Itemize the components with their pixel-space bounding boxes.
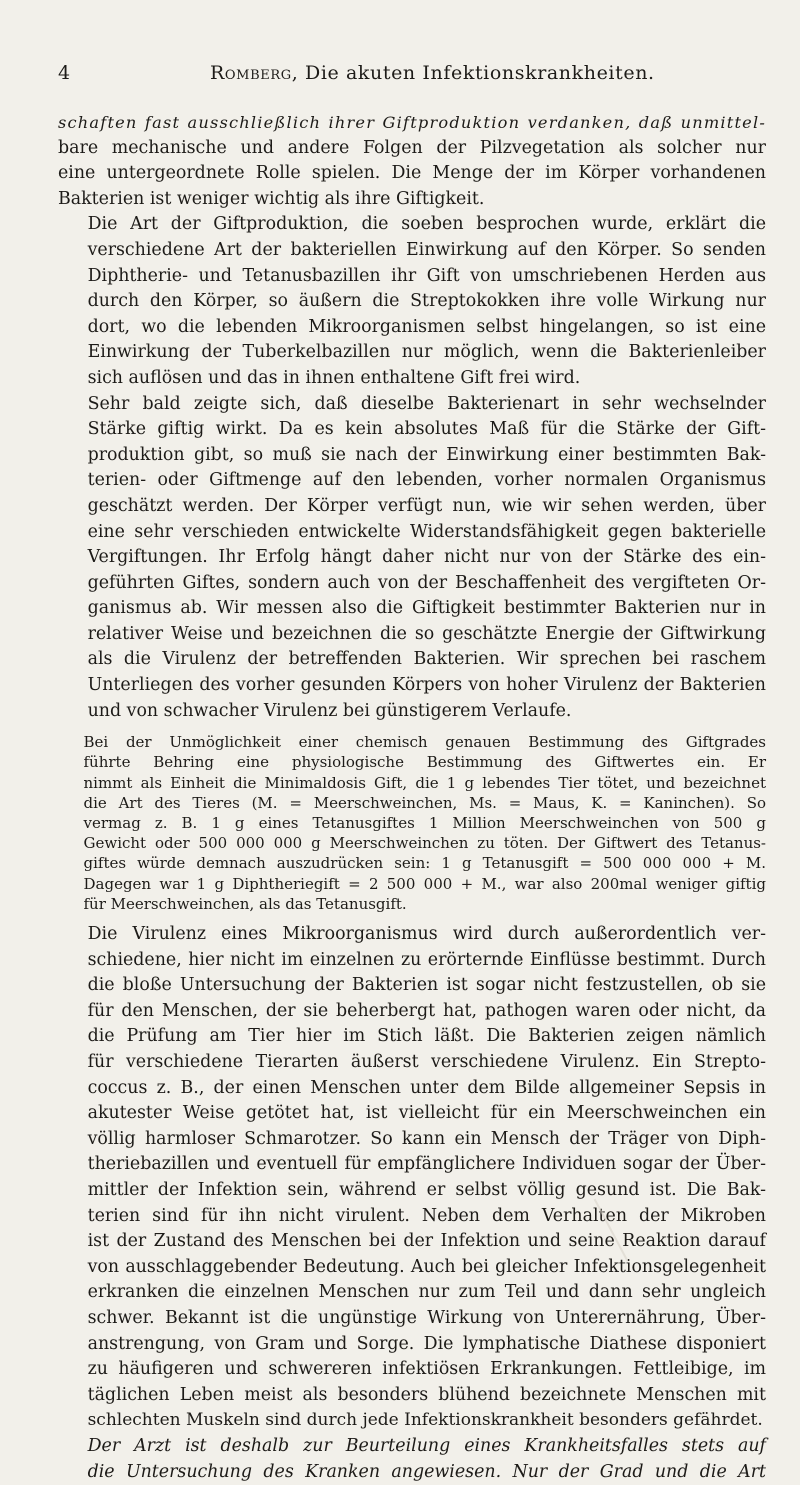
text-line: ganismus ab. Wir messen also die Giftigkeit bestimmter Bakterien nur in bbox=[87, 598, 766, 619]
body-text bbox=[58, 110, 766, 1485]
text-line: die Art des Tieres (M. = Meerschweinchen, Ms. = Maus, K. = Kaninchen). So bbox=[83, 793, 766, 812]
text-line: geführten Giftes, sondern auch von der Beschaffenheit des vergifteten Or- bbox=[87, 572, 766, 593]
text-line: Gewicht oder 500 000 000 g Meerschweinchen zu töten. Der Giftwert des Tetanus- bbox=[83, 834, 766, 853]
text-line: nimmt als Einheit die Minimaldosis Gift, die 1 g lebendes Tier tötet, und bezeichnet bbox=[83, 773, 766, 792]
text-line: Die Art der Giftproduktion, die soeben besprochen wurde, erklärt die bbox=[87, 214, 766, 235]
text-line: bare mechanische und andere Folgen der Pilzvegetation als solcher nur bbox=[58, 137, 766, 158]
paragraph bbox=[58, 110, 766, 212]
text-line: für Meerschweinchen, als das Tetanusgift. bbox=[83, 894, 407, 913]
text-line: Unterliegen des vorher gesunden Körpers von hoher Virulenz der Bakterien bbox=[87, 675, 766, 696]
text-line: Der Arzt ist deshalb zur Beurteilung eines Krankheitsfalles stets auf bbox=[87, 1435, 766, 1456]
small-print-paragraph bbox=[58, 732, 766, 914]
text-line: schiedene, hier nicht im einzelnen zu erörternde Einflüsse bestimmt. Durch bbox=[87, 949, 766, 970]
text-line: für den Menschen, der sie beherbergt hat, pathogen waren oder nicht, da bbox=[87, 1000, 766, 1021]
text-line: täglichen Leben meist als besonders blühend bezeichnete Menschen mit bbox=[87, 1384, 766, 1405]
text-line: anstrengung, von Gram und Sorge. Die lymphatische Diathese disponiert bbox=[87, 1333, 766, 1354]
text-line: Bei der Unmöglichkeit einer chemisch genauen Bestimmung des Giftgrades bbox=[83, 733, 766, 752]
text-line: terien- oder Giftmenge auf den lebenden, vorher normalen Organismus bbox=[87, 470, 766, 491]
text-line: giftes würde demnach auszudrücken sein: 1 g Tetanusgift = 500 000 000 + M. bbox=[83, 854, 766, 873]
running-header bbox=[58, 62, 758, 96]
paragraph bbox=[58, 212, 766, 391]
text-line: schwer. Bekannt ist die ungünstige Wirkung von Unterernährung, Über- bbox=[87, 1307, 766, 1328]
chapter-title: Die akuten Infektionskrankheiten. bbox=[304, 62, 655, 84]
text-line: schlechten Muskeln sind durch jede Infektionskrankheit besonders gefährdet. bbox=[87, 1410, 763, 1431]
text-line: völlig harmloser Schmarotzer. So kann ein Mensch der Träger von Diph- bbox=[87, 1128, 766, 1149]
page-number: 4 bbox=[58, 62, 71, 84]
text-line: Sehr bald zeigte sich, daß dieselbe Bakterienart in sehr wechselnder bbox=[87, 393, 766, 414]
text-line: als die Virulenz der betreffenden Bakterien. Wir sprechen bei raschem bbox=[87, 649, 766, 670]
author-name: Romberg, bbox=[210, 62, 299, 84]
text-line: relativer Weise und bezeichnen die so geschätzte Energie der Giftwirkung bbox=[87, 623, 766, 644]
text-line: ist der Zustand des Menschen bei der Infektion und seine Reaktion darauf bbox=[87, 1231, 766, 1252]
text-line: führte Behring eine physiologische Bestimmung des Giftwertes ein. Er bbox=[83, 753, 766, 772]
text-line: vermag z. B. 1 g eines Tetanusgiftes 1 Million Meerschweinchen von 500 g bbox=[83, 814, 766, 833]
text-line: die Prüfung am Tier hier im Stich läßt. Die Bakterien zeigen nämlich bbox=[87, 1026, 766, 1047]
text-line: akutester Weise getötet hat, ist vielleicht für ein Meerschweinchen ein bbox=[87, 1103, 766, 1124]
text-line: terien sind für ihn nicht virulent. Neben dem Verhalten der Mikroben bbox=[87, 1205, 766, 1226]
text-line: Bakterien ist weniger wichtig als ihre Giftigkeit. bbox=[58, 188, 485, 209]
text-line: coccus z. B., der einen Menschen unter dem Bilde allgemeiner Sepsis in bbox=[87, 1077, 766, 1098]
text-line: Stärke giftig wirkt. Da es kein absolutes Maß für die Stärke der Gift- bbox=[87, 419, 766, 440]
italic-paragraph bbox=[58, 1434, 766, 1485]
text-line: mittler der Infektion sein, während er selbst völlig gesund ist. Die Bak- bbox=[87, 1180, 766, 1201]
text-line: sich auflösen und das in ihnen enthaltene Gift frei wird. bbox=[87, 367, 581, 388]
text-line: und von schwacher Virulenz bei günstigerem Verlaufe. bbox=[87, 700, 572, 721]
text-line: verschiedene Art der bakteriellen Einwirkung auf den Körper. So senden bbox=[87, 239, 766, 260]
text-line: Vergiftungen. Ihr Erfolg hängt daher nicht nur von der Stärke des ein- bbox=[87, 547, 766, 568]
text-line: Die Virulenz eines Mikroorganismus wird durch außerordentlich ver- bbox=[87, 924, 766, 945]
text-line: Diphtherie- und Tetanusbazillen ihr Gift von umschriebenen Herden aus bbox=[87, 265, 766, 286]
text-line: für verschiedene Tierarten äußerst verschiedene Virulenz. Ein Strepto- bbox=[87, 1052, 766, 1073]
text-line: theriebazillen und eventuell für empfänglichere Individuen sogar der Über- bbox=[87, 1154, 766, 1175]
text-line: schaften fast ausschließlich ihrer Giftproduktion verdanken, daß unmittel- bbox=[58, 113, 766, 132]
text-line: eine untergeordnete Rolle spielen. Die Menge der im Körper vorhandenen bbox=[58, 163, 766, 184]
running-title bbox=[210, 62, 655, 84]
text-line: durch den Körper, so äußern die Streptokokken ihre volle Wirkung nur bbox=[87, 291, 766, 312]
text-line: die bloße Untersuchung der Bakterien ist sogar nicht festzustellen, ob sie bbox=[87, 975, 766, 996]
paragraph bbox=[58, 392, 766, 725]
text-line: Dagegen war 1 g Diphtheriegift = 2 500 000 + M., war also 200mal weniger giftig bbox=[83, 874, 766, 893]
text-line: erkranken die einzelnen Menschen nur zum Teil und dann sehr ungleich bbox=[87, 1282, 766, 1303]
text-line: geschätzt werden. Der Körper verfügt nun, wie wir sehen werden, über bbox=[87, 495, 766, 516]
text-line: von ausschlaggebender Bedeutung. Auch bei gleicher Infektionsgelegenheit bbox=[87, 1256, 766, 1277]
paragraph bbox=[58, 922, 766, 1434]
text-line: eine sehr verschieden entwickelte Widerstandsfähigkeit gegen bakterielle bbox=[87, 521, 766, 542]
text-line: die Untersuchung des Kranken angewiesen. Nur der Grad und die Art bbox=[87, 1461, 766, 1482]
text-line: dort, wo die lebenden Mikroorganismen selbst hingelangen, so ist eine bbox=[87, 316, 766, 337]
text-line: Einwirkung der Tuberkelbazillen nur möglich, wenn die Bakterienleiber bbox=[87, 342, 766, 363]
text-line: produktion gibt, so muß sie nach der Einwirkung einer bestimmten Bak- bbox=[87, 444, 766, 465]
text-line: zu häufigeren und schwereren infektiösen Erkrankungen. Fettleibige, im bbox=[87, 1359, 766, 1380]
